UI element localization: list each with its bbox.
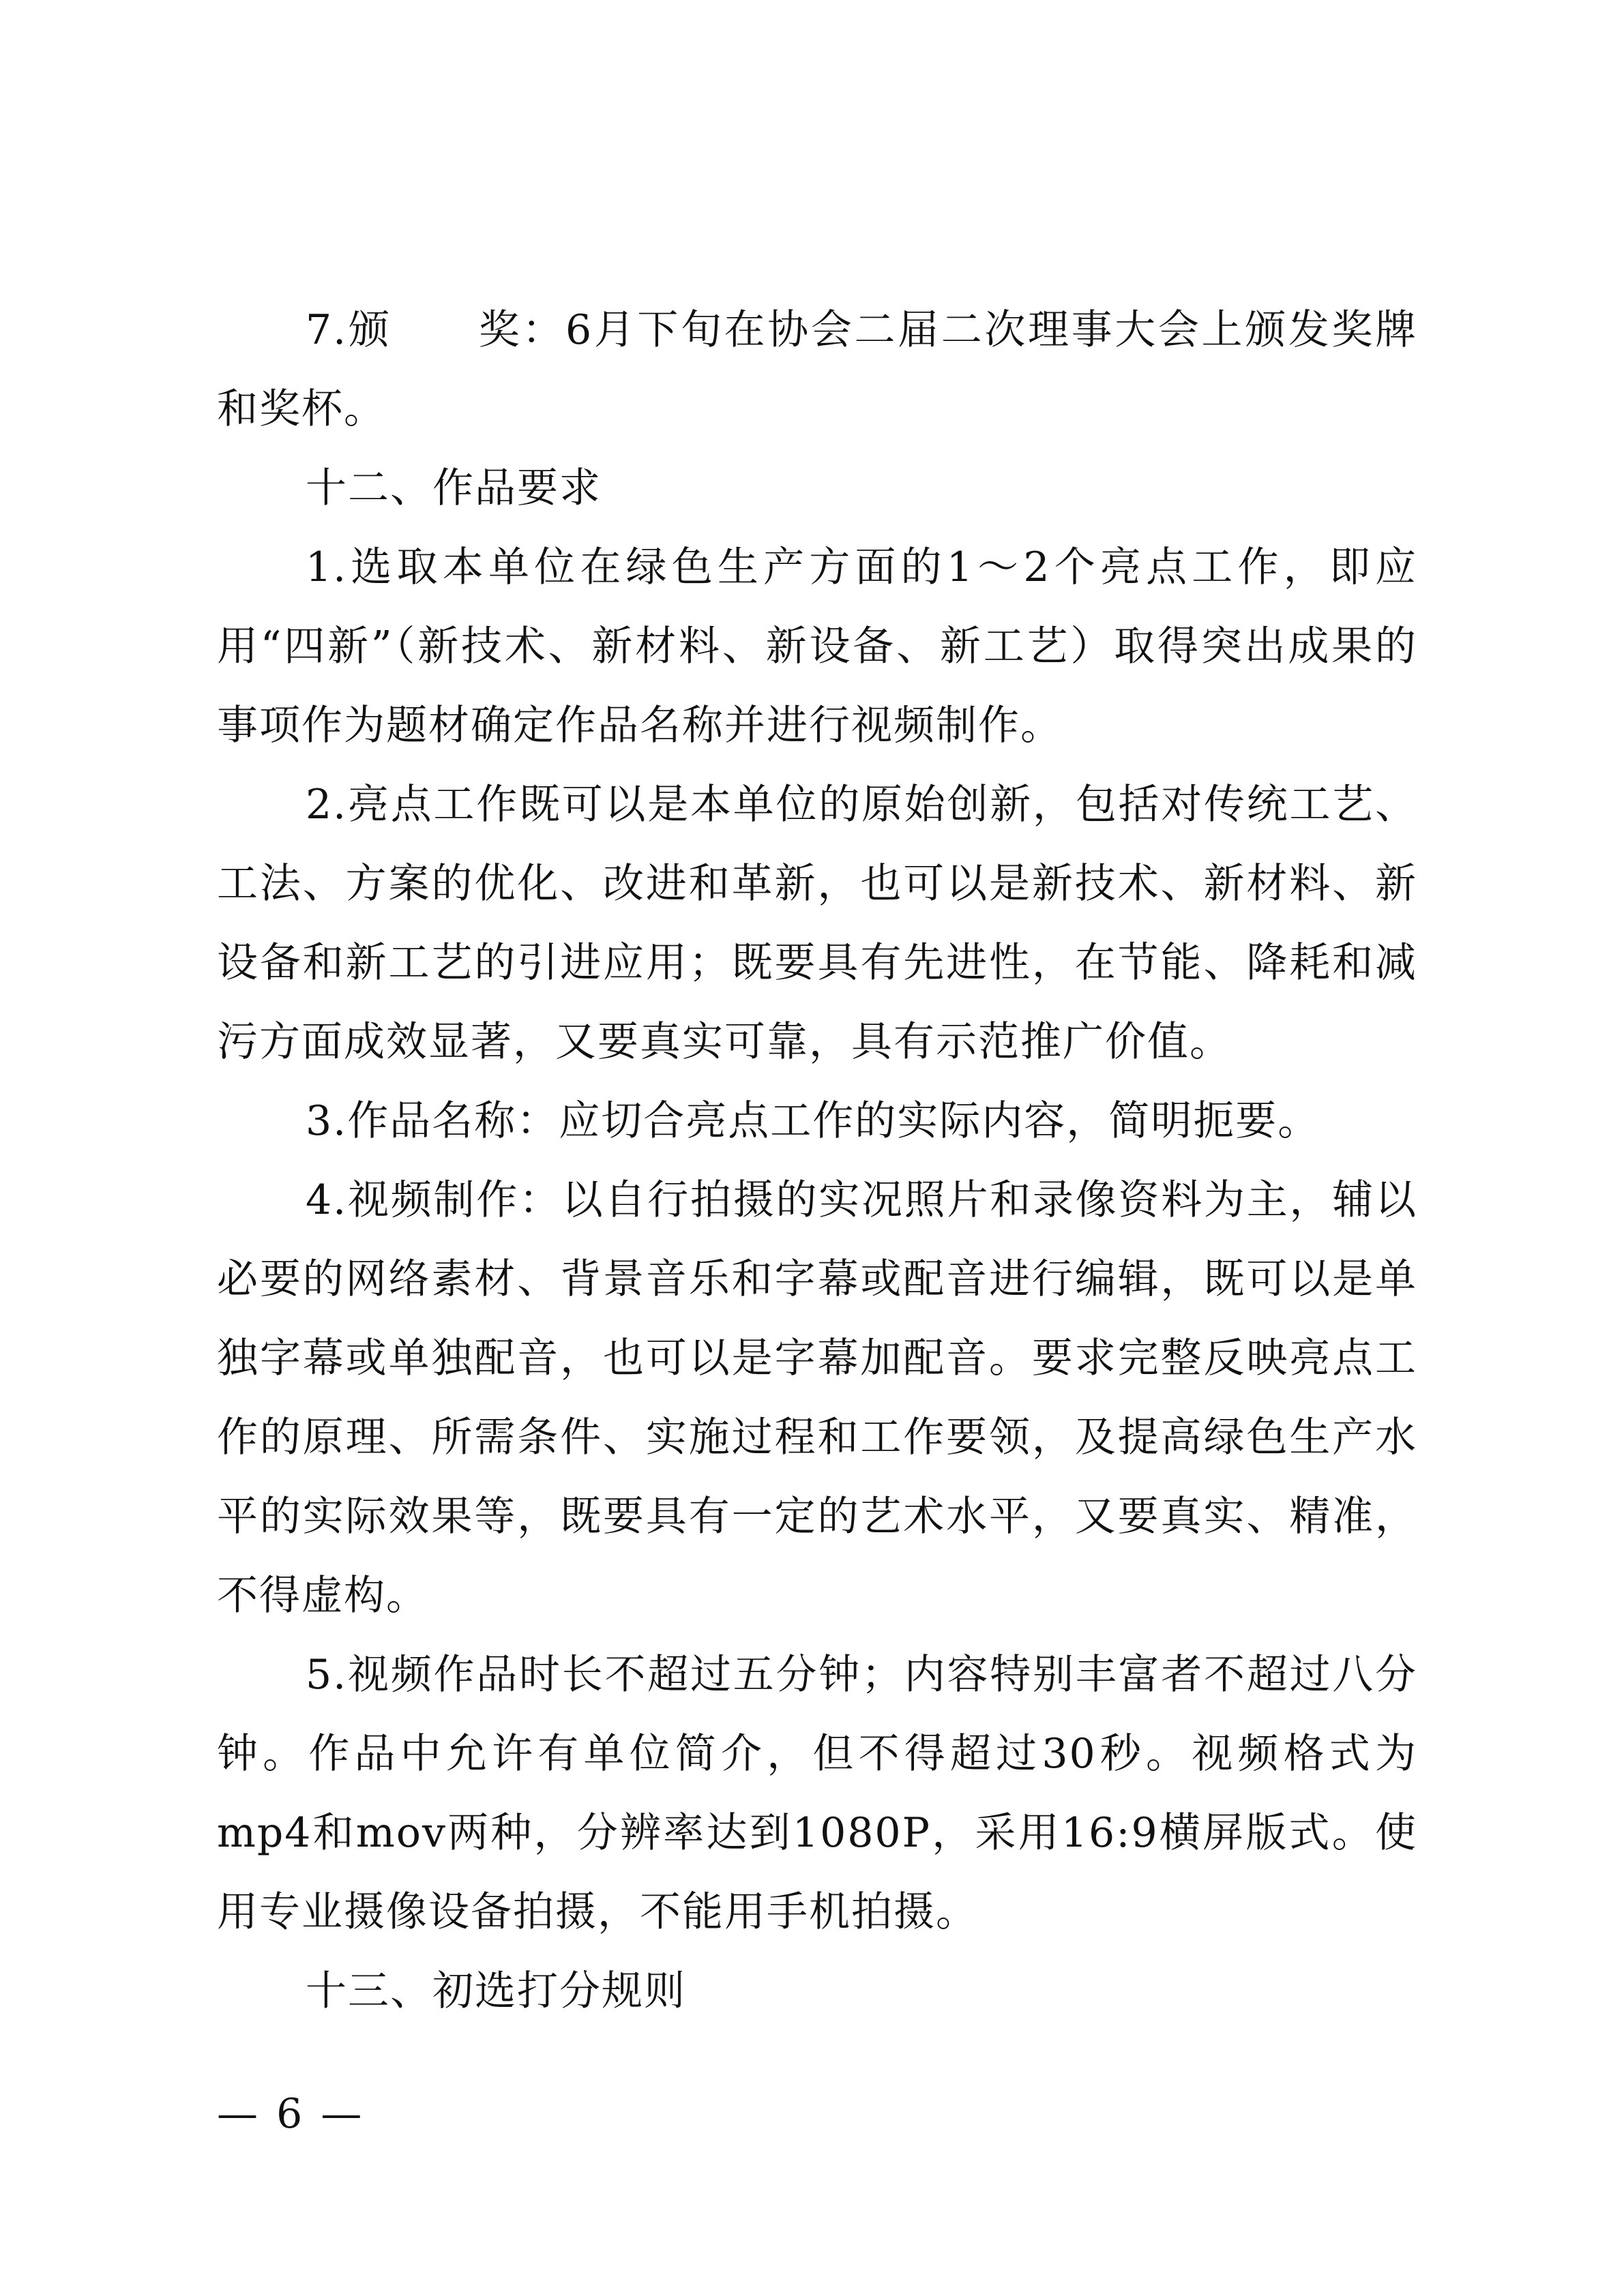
document-body — [217, 290, 1417, 2031]
requirement-paragraph-3: 3.作品名称：应切合亮点工作的实际内容，简明扼要。 — [306, 1097, 1320, 1145]
award-paragraph: 7.颁 奖：6月下旬在协会二届二次理事大会上颁发奖牌和奖杯。 — [217, 306, 1417, 433]
requirement-paragraph-2: 2.亮点工作既可以是本单位的原始创新，包括对传统工艺、工法、方案的优化、改进和革新，也可以是新技术、新材料、新设备和新工艺的引进应用；既要具有先进性，在节能、降耗和减污方面成效显著，又要真实可靠，具有示范推广价值。 — [217, 781, 1417, 1066]
section-heading-scoring-rules: 十三、初选打分规则 — [306, 1967, 686, 2015]
section-heading-work-requirements: 十二、作品要求 — [306, 464, 602, 512]
requirement-paragraph-1: 1.选取本单位在绿色生产方面的1～2个亮点工作，即应用“四新”（新技术、新材料、新设备、新工艺）取得突出成果的事项作为题材确定作品名称并进行视频制作。 — [217, 543, 1417, 749]
requirement-paragraph-5: 5.视频作品时长不超过五分钟；内容特别丰富者不超过八分钟。作品中允许有单位简介，但不得超过30秒。视频格式为mp4和mov两种，分辨率达到1080P，采用16:9横屏版式。使用专业摄像设备拍摄，不能用手机拍摄。 — [217, 1651, 1417, 1936]
requirement-paragraph-4: 4.视频制作：以自行拍摄的实况照片和录像资料为主，辅以必要的网络素材、背景音乐和字幕或配音进行编辑，既可以是单独字幕或单独配音，也可以是字幕加配音。要求完整反映亮点工作的原理、所需条件、实施过程和工作要领，及提高绿色生产水平的实际效果等，既要具有一定的艺术水平，又要真实、精准，不得虚构。 — [217, 1176, 1417, 1620]
page-number: — 6 — — [217, 2090, 365, 2138]
